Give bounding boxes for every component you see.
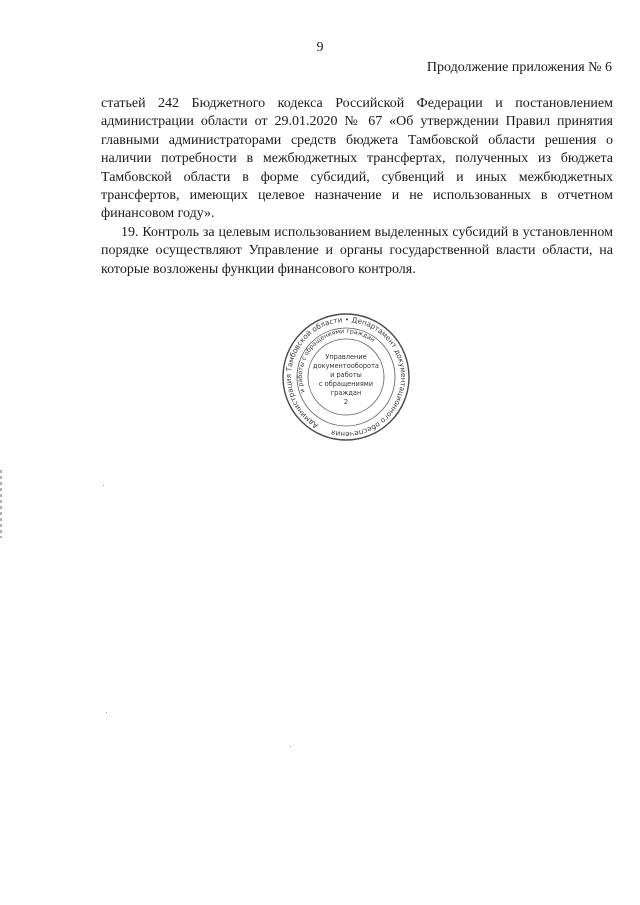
seal-center-line-1: Управление	[325, 353, 367, 361]
document-body	[101, 95, 613, 279]
scan-speck	[103, 485, 104, 486]
seal-center-line-4: с обращениями	[318, 380, 374, 388]
seal-center-line-2: документооборота	[313, 362, 379, 370]
seal-center-line-5: граждан	[330, 389, 362, 397]
paragraph-2: 19. Контроль за целевым использованием выделенных субсидий в установленном порядке осуществляют Управление и органы государственной власти области, на которые возложены функции финансового контроля.	[101, 224, 613, 277]
seal-inner-ring-text: и работы с обращениями граждан	[296, 327, 376, 394]
scan-speck	[290, 746, 291, 747]
scan-speck	[106, 712, 107, 713]
continuation-label: Продолжение приложения № 6	[426, 60, 612, 75]
seal-center-line-3: и работы	[330, 371, 362, 379]
paragraph-1: статьей 242 Бюджетного кодекса Российской Федерации и постановлением администрации области от 29.01.2020 № 67 «Об утверждении Правил принятия главными администраторами средств бюджета Тамбовской области решения о наличии потребности в межбюджетных трансфертах, полученных из бюджета Тамбовской области в форме субсидий, субвенций и иных межбюджетных трансфертов, имеющих целевое назначение и не использованных в отчетном финансовом году».	[101, 96, 613, 222]
page-number: 9	[316, 40, 324, 55]
official-seal-stamp	[281, 312, 411, 442]
seal-center-line-6: 2	[343, 398, 349, 406]
scan-edge-mark	[0, 470, 2, 538]
seal-graphic	[281, 312, 411, 442]
seal-outer-ring-text: Администрация Тамбовской области • Департамент документационного обеспечения	[283, 314, 409, 440]
